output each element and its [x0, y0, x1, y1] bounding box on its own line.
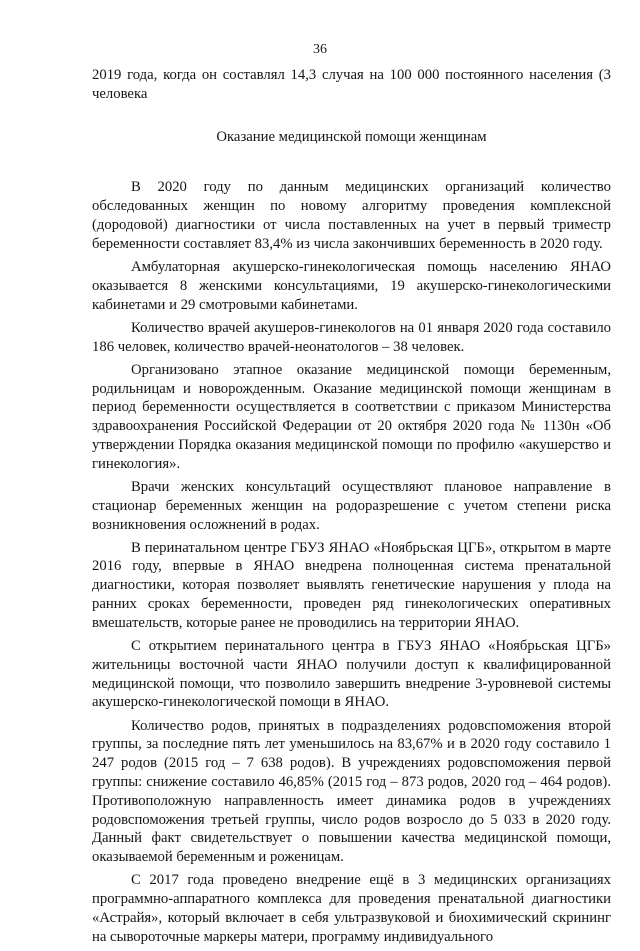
intro-paragraph: 2019 года, когда он составлял 14,3 случая на 100 000 постоянного населения (3 человека: [92, 67, 611, 102]
paragraph: С 2017 года проведено внедрение ещё в 3 медицинских организациях программно-аппаратного комплекса для проведения пренатальной диагностики «Астрайя», который включает в себя ультразвуковой и биохимический скрининг на сывороточные маркеры матери, программу индивидуального: [92, 872, 611, 945]
paragraph: С открытием перинатального центра в ГБУЗ ЯНАО «Ноябрьская ЦГБ» жительницы восточной части ЯНАО получили доступ к квалифицированной медицинской помощи, что позволило завершить внедрение 3-уровневой системы акушерско-гинекологической помощи в ЯНАО.: [92, 638, 611, 711]
paragraph: Организовано этапное оказание медицинской помощи беременным, родильницам и новорожденным. Оказание медицинской помощи женщинам в период беременности осуществляется в соответствии с приказом Министерства здравоохранения Российской Федерации от 20 октября 2020 года № 1130н «Об утверждении Порядка оказания медицинской помощи по профилю «акушерство и гинекология».: [92, 361, 611, 472]
paragraph: Количество родов, принятых в подразделениях родовспоможения второй группы, за последние пять лет уменьшилось на 83,67% и в 2020 году составило 1 247 родов (2015 год – 7 638 родов). В учреждениях родовспоможения первой группы: снижение составило 46,85% (2015 год – 873 родов, 2020 год – 464 родов). Противоположную направленность имеет динамика родов в учреждениях родовспоможения третьей группы, число родов возросло до 5 033 в 2020 году. Данный факт свидетельствует о повышении качества медицинской помощи, оказываемой беременным и роженицам.: [92, 717, 611, 866]
section-title: Оказание медицинской помощи женщинам: [216, 128, 487, 145]
paragraph: Количество врачей акушеров-гинекологов на 01 января 2020 года составило 186 человек, количество врачей-неонатологов – 38 человек.: [92, 319, 611, 355]
paragraph: В 2020 году по данным медицинских организаций количество обследованных женщин по новому алгоритму проведения комплексной (дородовой) диагностики от числа поставленных на учет в первый триместр беременности составляет 83,4% из числа закончивших беременность в 2020 году.: [92, 179, 611, 252]
document-body: [92, 66, 611, 951]
paragraph: В перинатальном центре ГБУЗ ЯНАО «Ноябрьская ЦГБ», открытом в марте 2016 году, впервые в ЯНАО внедрена полноценная система пренатальной диагностики, которая позволяет выявлять генетические нарушения у плода на ранних сроках беременности, проведен ряд гинекологических оперативных вмешательств, которые ранее не проводились на территории ЯНАО.: [92, 539, 611, 631]
paragraph: Амбулаторная акушерско-гинекологическая помощь населению ЯНАО оказывается 8 женскими консультациями, 19 акушерско-гинекологическими кабинетами и 29 смотровыми кабинетами.: [92, 258, 611, 313]
page-number: 36: [313, 42, 327, 57]
paragraph: Врачи женских консультаций осуществляют плановое направление в стационар беременных женщин на родоразрешение с учетом степени риска возникновения осложнений в родах.: [92, 478, 611, 533]
